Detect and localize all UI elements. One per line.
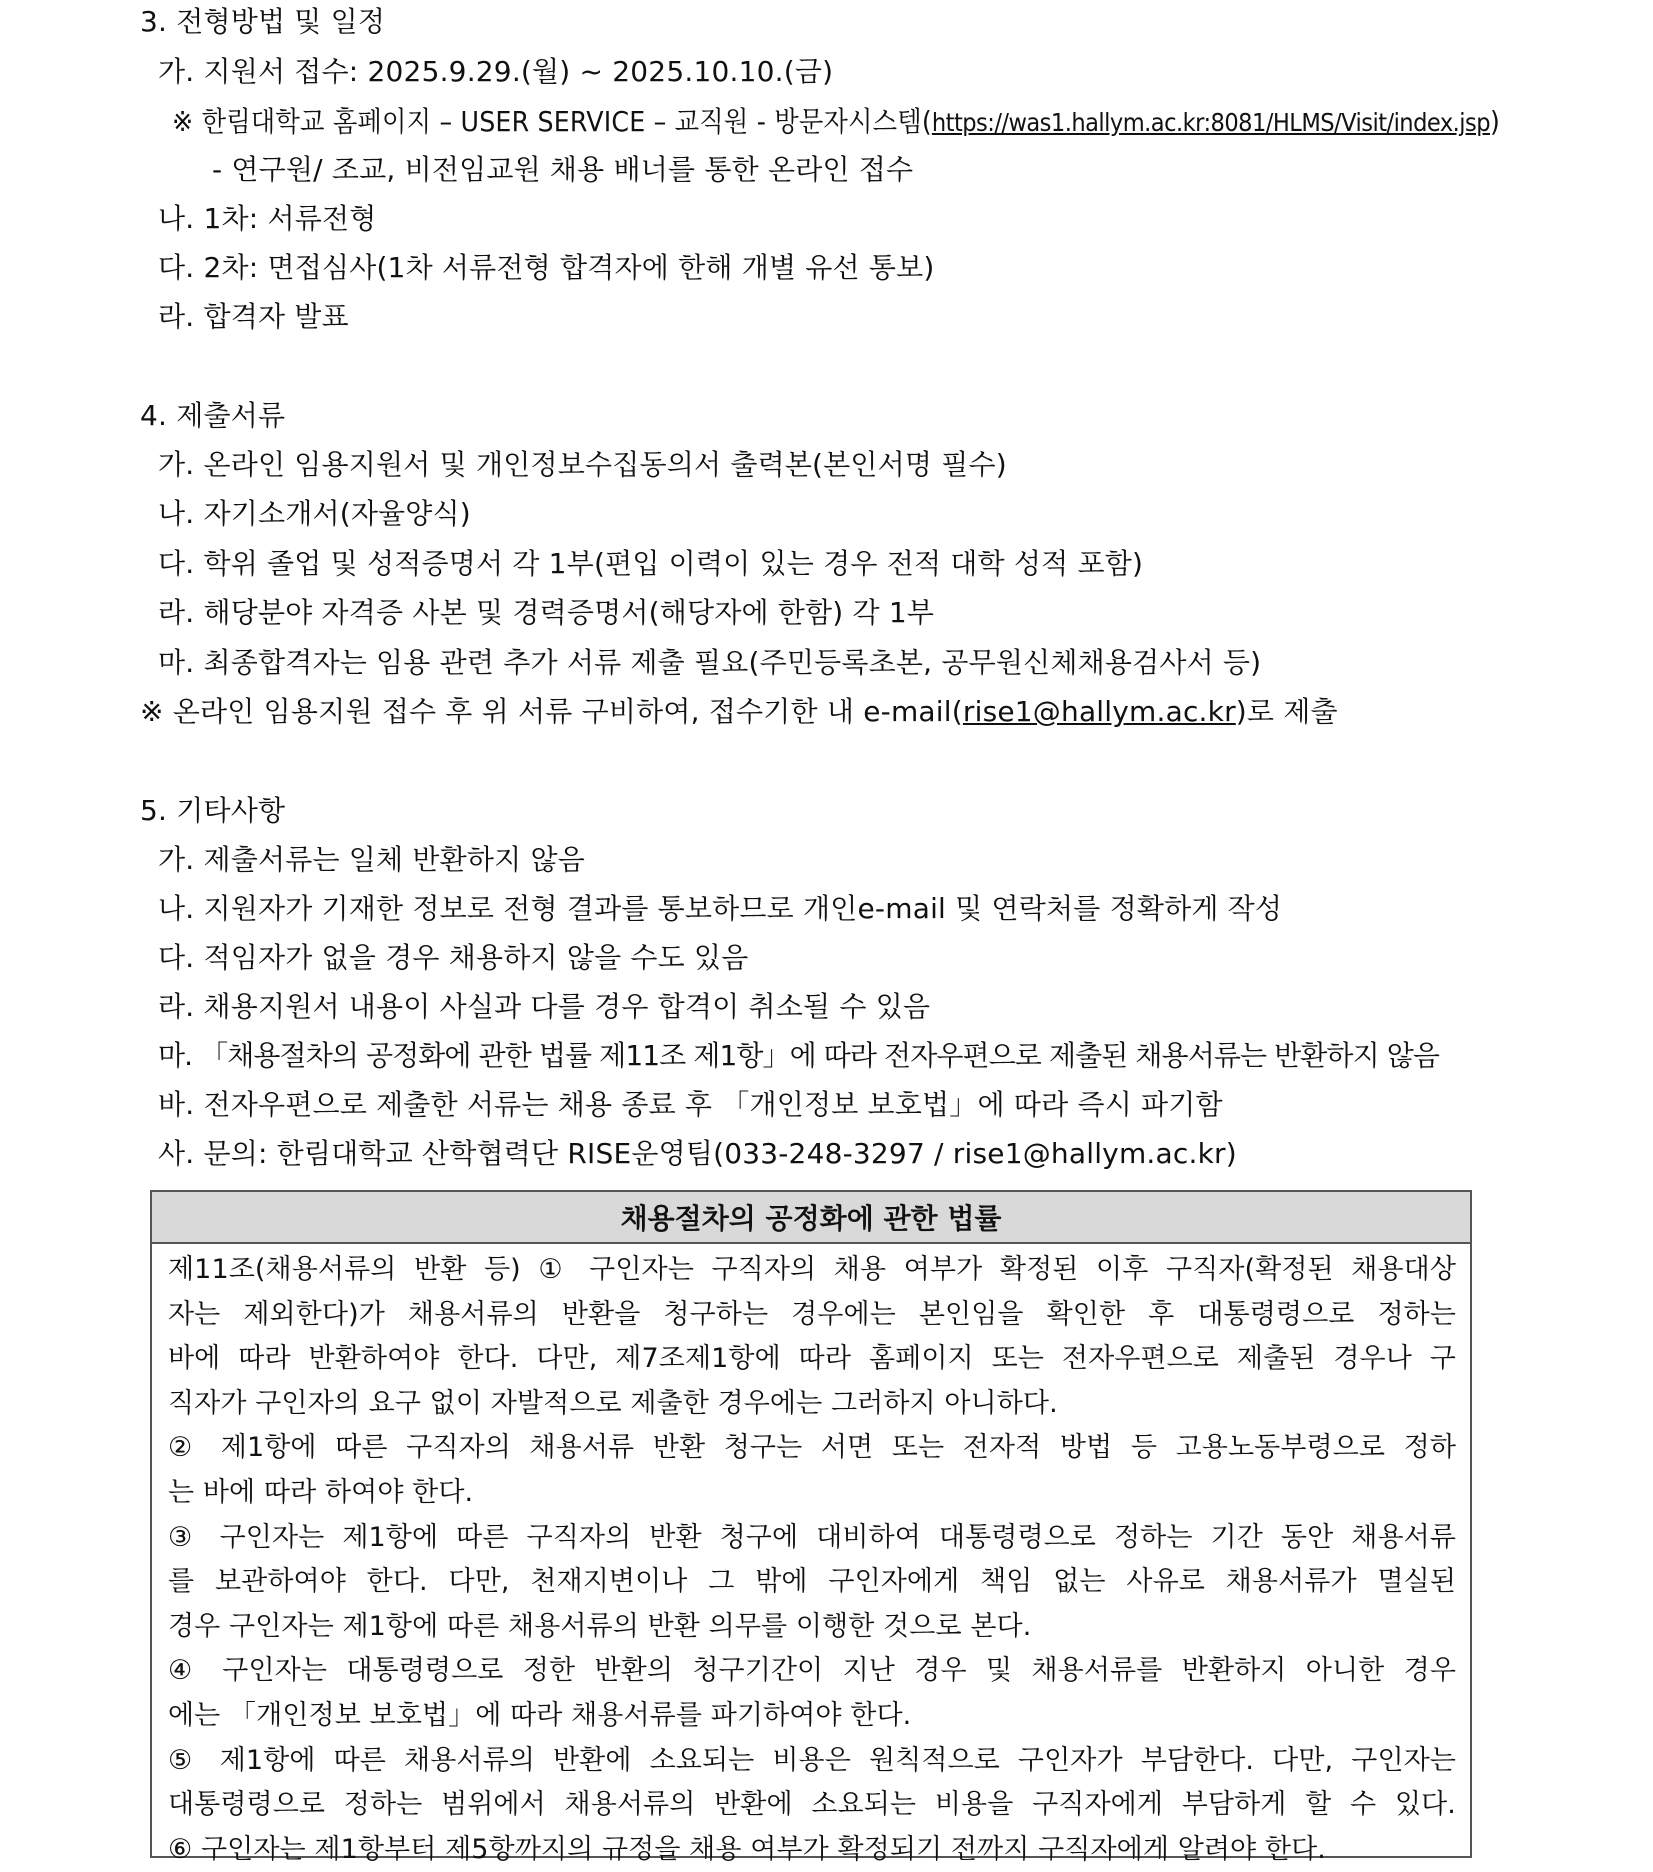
law-line: 는 바에 따라 하여야 한다. xyxy=(168,1476,474,1508)
section-5-item-f: 바. 전자우편으로 제출한 서류는 채용 종료 후 「개인정보 보호법」에 따라 즉시 파기함 xyxy=(158,1088,1223,1121)
section-3-item-a-note xyxy=(172,102,1500,143)
law-line: ④ 구인자는 대통령령으로 정한 반환의 청구기간이 지난 경우 및 채용서류를 반환하지 아니한 경우 xyxy=(168,1655,1456,1687)
law-excerpt-table xyxy=(150,1190,1472,1865)
section-3-item-a-sub: - 연구원/ 조교, 비전임교원 채용 배너를 통한 온라인 접수 xyxy=(212,153,914,186)
law-line: 직자가 구인자의 요구 없이 자발적으로 제출한 경우에는 그러하지 아니하다. xyxy=(168,1387,1058,1419)
law-line: ⑥ 구인자는 제1항부터 제5항까지의 규정을 채용 여부가 확정되기 전까지 구직자에게 알려야 한다. xyxy=(168,1833,1326,1865)
section-3-item-d: 라. 합격자 발표 xyxy=(158,300,349,333)
section-4-item-d: 라. 해당분야 자격증 사본 및 경력증명서(해당자에 한함) 각 1부 xyxy=(158,596,935,629)
section-5-item-g: 사. 문의: 한림대학교 산학협력단 RISE운영팀(033-248-3297 / rise1@hallym.ac.kr) xyxy=(158,1137,1237,1170)
note-text: ※ 온라인 임용지원 접수 후 위 서류 구비하여, 접수기한 내 e-mail( xyxy=(140,695,963,728)
law-line: 대통령령으로 정하는 범위에서 채용서류의 반환에 소요되는 비용을 구직자에게 부담하게 할 수 있다. xyxy=(168,1789,1456,1821)
section-5-title: 5. 기타사항 xyxy=(140,794,286,827)
law-line: 를 보관하여야 한다. 다만, 천재지변이나 그 밖에 구인자에게 책임 없는 사유로 채용서류가 멸실된 xyxy=(168,1566,1456,1598)
section-5-item-a: 가. 제출서류는 일체 반환하지 않음 xyxy=(158,843,585,876)
law-line: 제11조(채용서류의 반환 등) ① 구인자는 구직자의 채용 여부가 확정된 이후 구직자(확정된 채용대상 xyxy=(168,1254,1456,1285)
section-4-title: 4. 제출서류 xyxy=(140,399,286,432)
law-line: 자는 제외한다)가 채용서류의 반환을 청구하는 경우에는 본인임을 확인한 후 대통령령으로 정하는 xyxy=(168,1298,1456,1330)
law-line: 에는 「개인정보 보호법」에 따라 채용서류를 파기하여야 한다. xyxy=(168,1699,912,1731)
visitor-system-link[interactable]: https://was1.hallym.ac.kr:8081/HLMS/Visit/index.jsp xyxy=(931,108,1491,137)
law-body xyxy=(152,1244,1470,1872)
law-line: ③ 구인자는 제1항에 따른 구직자의 반환 청구에 대비하여 대통령령으로 정하는 기간 동안 채용서류 xyxy=(168,1521,1456,1553)
section-4-item-e: 마. 최종합격자는 임용 관련 추가 서류 제출 필요(주민등록초본, 공무원신체채용검사서 등) xyxy=(158,646,1262,679)
law-title: 채용절차의 공정화에 관한 법률 xyxy=(152,1192,1470,1244)
note-text-end: )로 제출 xyxy=(1235,695,1338,728)
section-3-item-a: 가. 지원서 접수: 2025.9.29.(월) ~ 2025.10.10.(금) xyxy=(158,55,834,88)
section-5-item-c: 다. 적임자가 없을 경우 채용하지 않을 수도 있음 xyxy=(158,941,749,974)
section-5-item-e: 마. 「채용절차의 공정화에 관한 법률 제11조 제1항」에 따라 전자우편으로 제출된 채용서류는 반환하지 않음 xyxy=(158,1039,1440,1072)
section-4-item-b: 나. 자기소개서(자율양식) xyxy=(158,497,471,530)
note-text: ※ 한림대학교 홈페이지 – USER SERVICE – 교직원 - 방문자시스템( xyxy=(172,105,932,138)
law-line: 바에 따라 반환하여야 한다. 다만, 제7조제1항에 따라 홈페이지 또는 전자우편으로 제출된 경우나 구 xyxy=(168,1343,1456,1375)
section-3-item-b: 나. 1차: 서류전형 xyxy=(158,202,377,235)
note-text-close: ) xyxy=(1490,105,1501,138)
email-link[interactable]: rise1@hallym.ac.kr xyxy=(962,695,1236,728)
section-4-item-a: 가. 온라인 임용지원서 및 개인정보수집동의서 출력본(본인서명 필수) xyxy=(158,448,1007,481)
section-4-note xyxy=(140,692,1338,732)
section-4-item-c: 다. 학위 졸업 및 성적증명서 각 1부(편입 이력이 있는 경우 전적 대학 성적 포함) xyxy=(158,547,1144,580)
section-5-item-d: 라. 채용지원서 내용이 사실과 다를 경우 합격이 취소될 수 있음 xyxy=(158,990,931,1023)
section-5-item-b: 나. 지원자가 기재한 정보로 전형 결과를 통보하므로 개인e-mail 및 연락처를 정확하게 작성 xyxy=(158,892,1283,925)
section-3-item-c: 다. 2차: 면접심사(1차 서류전형 합격자에 한해 개별 유선 통보) xyxy=(158,251,935,284)
section-3-title: 3. 전형방법 및 일정 xyxy=(140,5,386,38)
law-line: 경우 구인자는 제1항에 따른 채용서류의 반환 의무를 이행한 것으로 본다. xyxy=(168,1610,1032,1642)
law-line: ② 제1항에 따른 구직자의 채용서류 반환 청구는 서면 또는 전자적 방법 등 고용노동부령으로 정하 xyxy=(168,1432,1456,1464)
law-line: ⑤ 제1항에 따른 채용서류의 반환에 소요되는 비용은 원칙적으로 구인자가 부담한다. 다만, 구인자는 xyxy=(168,1744,1456,1776)
